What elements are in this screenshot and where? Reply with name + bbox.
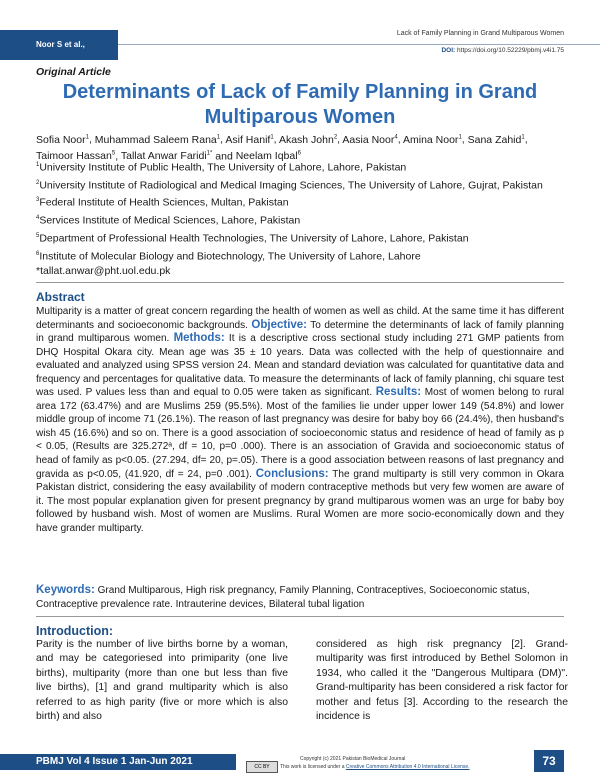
affiliation-item: $^5$Department of Professional Health Technologies, The University of Lahore, Lahore, Pakistan (36, 232, 469, 245)
author-name: Tallat Anwar Faridi$^{1*}$ (120, 150, 213, 162)
author-name: Neelam Iqbal$^6$ (235, 150, 301, 162)
affiliation-item: $^2$University Institute of Radiological and Medical Imaging Sciences, The University of Lahore, Gujrat, Pakistan (36, 179, 543, 192)
affiliations (36, 158, 564, 279)
author-name: Sofia Noor$^1$ (36, 133, 89, 146)
copyright: Copyright (c) 2021 Pakistan BioMedical Journal (300, 756, 406, 762)
results-label: Results: (375, 386, 422, 399)
abstract-heading: Abstract (36, 290, 85, 304)
methods-label: Methods: (173, 332, 225, 345)
doi-link[interactable]: https://doi.org/10.52229/pbmj.v4i1.75 (457, 47, 564, 54)
conclusions-label: Conclusions: (255, 467, 329, 480)
affiliation-item: $^4$Services Institute of Medical Sciences, Lahore, Pakistan (36, 214, 301, 227)
intro-right-column: considered as high risk pregnancy [2]. Grand-multiparity was first introduced by Bethel Solomon in 1934, who called it the "Dangerous Multipara (DM)". Grand-multiparity has been considered a risk factor for mother and fetus [3]. According to the research the incidence is (316, 639, 568, 723)
license-text: This work is licensed under a Creative Commons Attribution 4.0 International License. (280, 764, 470, 770)
article-type: Original Article (36, 66, 111, 78)
divider (36, 616, 564, 617)
doi-line: DOI: https://doi.org/10.52229/pbmj.v4i1.75 (441, 47, 564, 54)
author-name: Amina Noor$^1$ (402, 133, 462, 146)
author-name: Taimoor Hassan$^5$ (36, 150, 116, 162)
objective-label: Objective: (251, 318, 308, 331)
page-number: 73 (534, 750, 564, 772)
page-footer (0, 752, 600, 776)
author-name: Muhammad Saleem Rana$^1$ (94, 133, 221, 146)
keywords: Keywords: Grand Multiparous, High risk pregnancy, Family Planning, Contraceptives, Socioeconomic status, Contraceptive prevalence rate. Intrauterine devices, Bilateral tubal ligation (36, 584, 530, 610)
author-name: Sana Zahid$^1$ (467, 133, 525, 146)
affiliation-item: $^6$Institute of Molecular Biology and Biotechnology, The University of Lahore, Lahore (36, 250, 421, 263)
introduction-heading: Introduction: (36, 624, 114, 638)
corresponding-email[interactable]: *tallat.anwar@pht.uol.edu.pk (36, 265, 171, 278)
divider (36, 282, 564, 283)
journal-issue: PBMJ Vol 4 Issue 1 Jan-Jun 2021 (0, 754, 236, 770)
abstract-body: Multiparity is a matter of great concern regarding the health of women as well as child. At the same time it has different determinants and socioeconomic backgrounds. Objective: To determine the determinants of lack of family planning in grand multiparous women. Methods: It is a descriptive cross sectional study including 271 GMP patients from DHQ Hospital Okara city. Mean age was 35 ± 10 years. Data was collected with the help of questionnaire and evaluated and analyzed using SPSS version 24. Mean and standard deviation was calculated for quantitative data and frequency and percentages for qualitative data. To measure the determinants of lack of family planning, chi square test was used. P values less than and equal to 0.05 were taken as significant. Results: Most of women belong to rural area 172 (63.47%) and are Muslims 259 (95.5%). Most of the families lie under upper lower 149 (54.8%) and lower middle group of income 71 (26.1%). The reason of last pregnancy was desire for baby boy 66 (24.4%), then husband's wish 45 (16.6%) and so on. There is a good association of socioeconomic status and residence of head of family as p < 0.05, (Results are 325.272ᵃ, df = 10, p=0 .000). There is an association of Gravida and socioeconomic status of head of family as p<0.05. (27.294, df= 20, p=.05). There is a good association between reasons of last pregnancy and gravida as p<0.05, (41.920, df = 24, p=0 .001). Conclusions: The grand multiparty is still very common in Okara Pakistan district, considering the easy availability of modern contraceptive methods but very few women are aware of it. The most popular explanation given for present pregnancy by grand multiparous women was an urge for baby boy followed by husband wish. Most of women are Muslims. Rural Women are more socio-economically down and they have grander multiparty. (36, 306, 564, 534)
running-title: Lack of Family Planning in Grand Multiparous Women (396, 30, 564, 37)
article-title: Determinants of Lack of Family Planning in Grand Multiparous Women (62, 81, 538, 128)
affiliation-item: $^1$University Institute of Public Health, The University of Lahore, Lahore, Pakistan (36, 161, 407, 174)
author-list: Sofia Noor$^1$, Muhammad Saleem Rana$^1$, Asif Hanif$^1$, Akash John$^2$, Aasia Noor$^4$, Amina Noor$^1$, Sana Zahid$^1$, Taimoor Hassan$^5$, Tallat Anwar Faridi$^{1*}$ and Neelam Iqbal$^6$ (36, 133, 528, 162)
author-name: Asif Hanif$^1$ (225, 133, 274, 146)
cc-license-icon[interactable]: CC BY (246, 761, 278, 773)
author-name: Akash John$^2$ (278, 133, 338, 146)
author-name: Aasia Noor$^4$ (342, 133, 398, 146)
running-header (0, 30, 600, 60)
running-author: Noor S et al., (0, 30, 118, 60)
keywords-label: Keywords: (36, 584, 95, 596)
license-link[interactable]: Creative Commons Attribution 4.0 International License. (345, 764, 470, 770)
header-rule (118, 44, 600, 45)
intro-left-column: Parity is the number of live births borne by a woman, and may be categoriesed into primiparity (one live births), multiparity (more than one but less than five live births), [1] and grand multiparity which is also referred to as high parity (five or more which is also birth) and also (36, 639, 288, 723)
affiliation-item: $^3$Federal Institute of Health Sciences, Multan, Pakistan (36, 196, 289, 209)
